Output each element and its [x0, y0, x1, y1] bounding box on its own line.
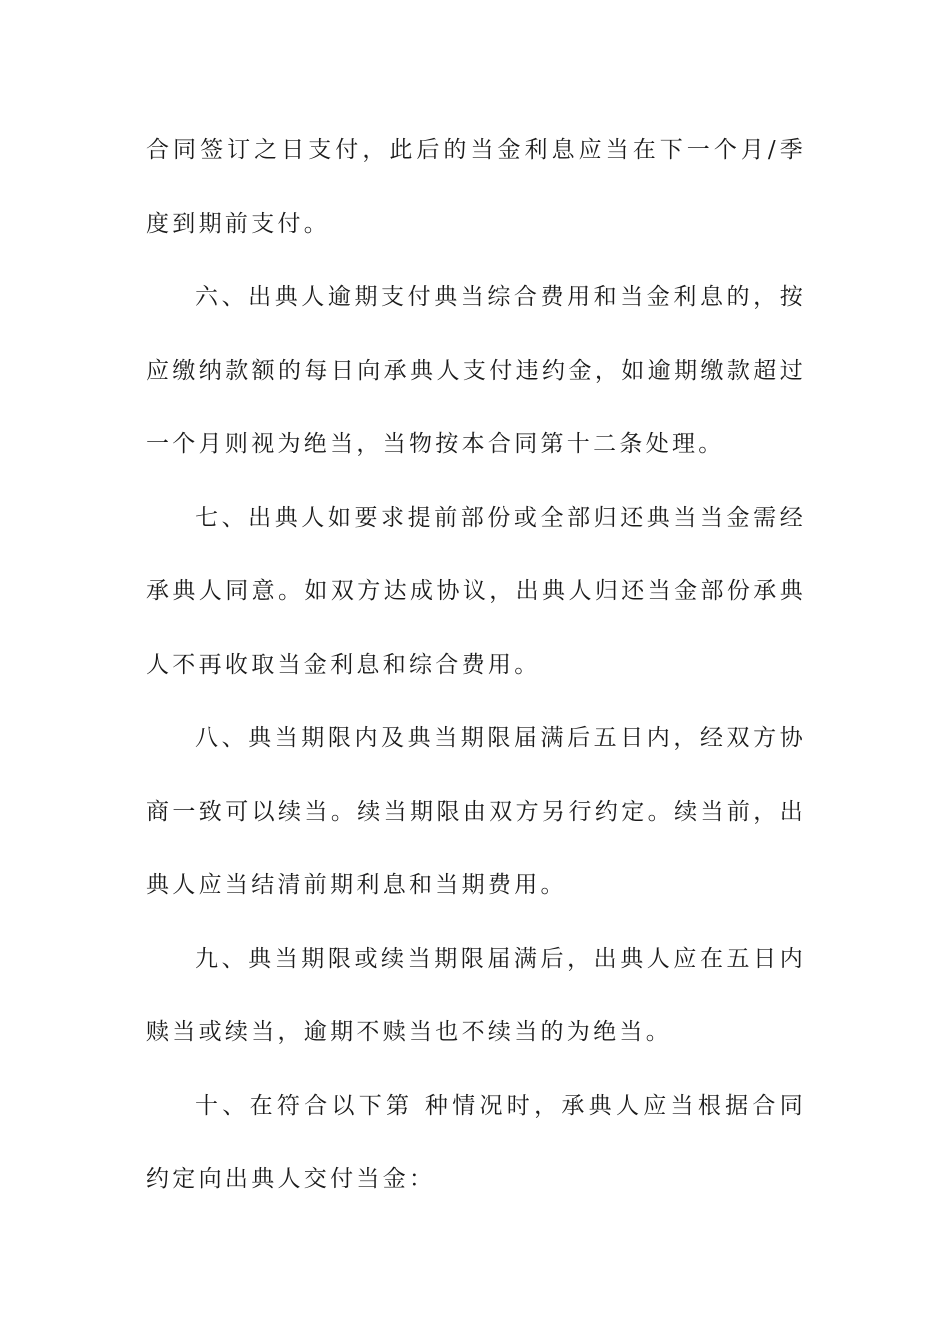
paragraph-clause-6: 六、出典人逾期支付典当综合费用和当金利息的，按应缴纳款额的每日向承典人支付违约金，如逾期缴款超过一个月则视为绝当，当物按本合同第十二条处理。 — [146, 284, 806, 457]
paragraph-clause-7: 七、出典人如要求提前部份或全部归还典当当金需经承典人同意。如双方达成协议，出典人归还当金部份承典人不再收取当金利息和综合费用。 — [146, 504, 806, 678]
document-body — [146, 114, 806, 1217]
paragraph-continued-payment: 合同签订之日支付，此后的当金利息应当在下一个月/季度到期前支付。 — [146, 137, 806, 237]
paragraph-clause-8: 八、典当期限内及典当期限届满后五日内，经双方协商一致可以续当。续当期限由双方另行约定。续当前，出典人应当结清前期利息和当期费用。 — [146, 725, 806, 898]
paragraph-clause-9: 九、典当期限或续当期限届满后，出典人应在五日内赎当或续当，逾期不赎当也不续当的为绝当。 — [146, 945, 806, 1045]
paragraph-clause-10: 十、在符合以下第 种情况时，承典人应当根据合同约定向出典人交付当金： — [146, 1092, 806, 1192]
